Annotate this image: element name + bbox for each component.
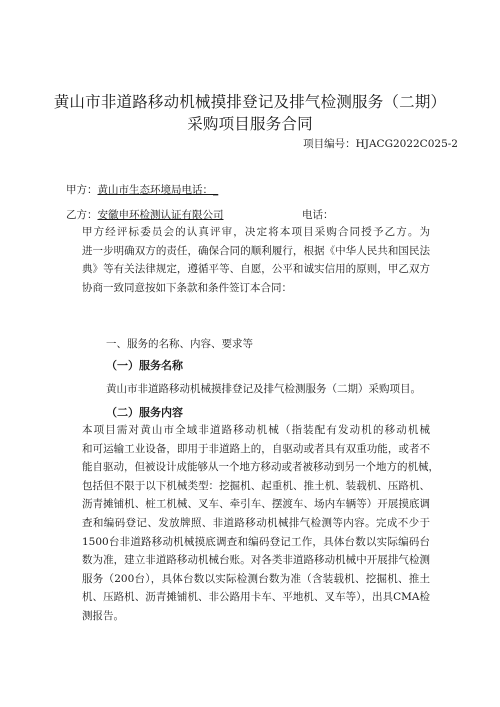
intro-line: 甲方经评标委员会的认真评审，决定将本项目采购合同授予乙方。为 <box>82 226 430 238</box>
party-b-line <box>66 207 334 222</box>
content-line: 服务（200台），具体台数以实际检测台数为准（含装载机、挖掘机、推土 <box>82 572 430 585</box>
content-paragraph <box>82 421 439 626</box>
party-b-prefix: 乙方： <box>66 209 98 221</box>
intro-line: 进一步明确双方的责任，确保合同的顺利履行，根据《中华人民共和国民法 <box>82 244 430 257</box>
intro-paragraph <box>82 223 430 297</box>
party-a-prefix: 甲方： <box>66 184 98 196</box>
party-b-name: 安徽申环检测认证有限公司 <box>97 209 224 221</box>
content-line: 包括但不限于以下机械类型：挖掘机、起重机、推土机、装载机、压路机、 <box>82 479 430 492</box>
document-title-line1: 黄山市非道路移动机械摸排登记及排气检测服务（二期） <box>53 93 447 111</box>
intro-line: 典》等有关法律规定，遵循平等、自愿，公平和诚实信用的原则，甲乙双方 <box>82 263 430 276</box>
party-a-line <box>66 182 218 197</box>
project-number: 项目编号：HJACG2022C025-2 <box>303 138 458 150</box>
content-line: 1500台非道路移动机械摸底调查和编码登记工作，具体台数以实际编码台 <box>82 535 430 548</box>
content-line: 本项目需对黄山市全域非道路移动机械（指装配有发动机的移动机械 <box>82 424 430 436</box>
service-name-text: 黄山市非道路移动机械摸排登记及排气检测服务（二期）采购项目。 <box>106 383 421 395</box>
party-a-name: 黄山市生态环境局电话：_ <box>97 184 219 196</box>
document-title-line2: 采购项目服务合同 <box>187 115 313 133</box>
party-b-phone: 电话： <box>302 209 334 221</box>
subsection-heading-name: （一）服务名称 <box>106 359 183 372</box>
section-heading: 一、服务的名称、内容、要求等 <box>106 338 253 350</box>
intro-line: 协商一致同意按如下条款和条件签订本合同： <box>82 281 292 294</box>
content-line: 沥青摊铺机、桩工机械、叉车、牵引车、摆渡车、场内车辆等）开展摸底调 <box>82 498 430 511</box>
content-line: 数为准，建立非道路移动机械台账。对各类非道路移动机械中开展排气检测 <box>82 554 430 567</box>
content-line: 测报告。 <box>82 609 124 622</box>
content-line: 机、压路机、沥青摊铺机、非公路用卡车、平地机、叉车等），出具CMA检 <box>82 591 430 604</box>
subsection-heading-content: （二）服务内容 <box>106 406 183 419</box>
content-line: 和可运输工业设备，即用于非道路上的，自驱动或者具有双重功能，或者不 <box>82 442 430 455</box>
content-line: 查和编码登记、发放牌照、非道路移动机械排气检测等内容。完成不少于 <box>82 516 430 529</box>
content-line: 能自驱动，但被设计成能够从一个地方移动或者被移动到另一个地方的机械， <box>82 461 439 474</box>
